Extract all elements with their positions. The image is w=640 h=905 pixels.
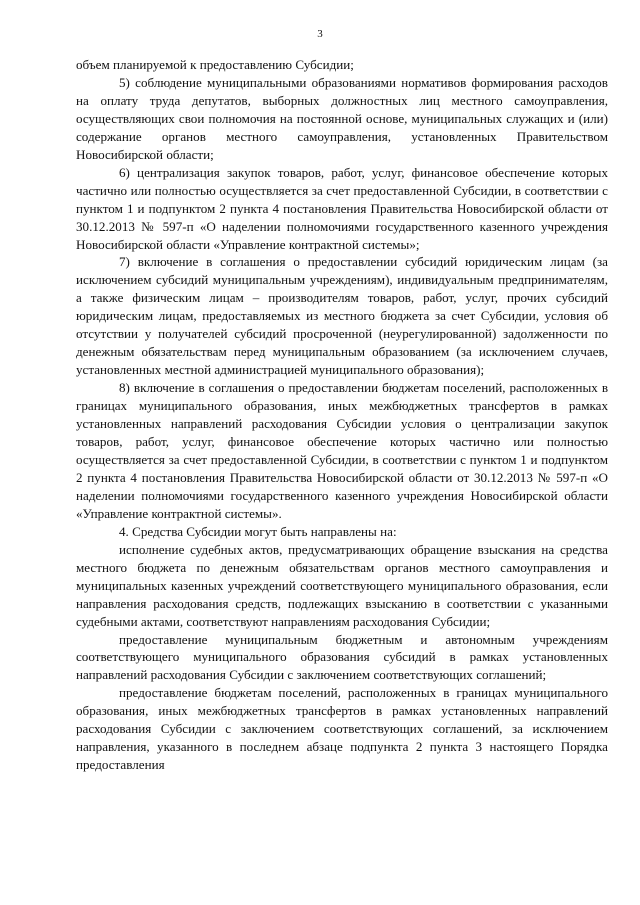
paragraph-continuation: объем планируемой к предоставлению Субсидии; bbox=[76, 57, 354, 72]
page-number: 3 bbox=[317, 28, 323, 40]
paragraph-item-7: 7) включение в соглашения о предоставлении субсидий юридическим лицам (за исключением субсидий муниципальным учреждениям), индивидуальным предпринимателям, а также физическим лицам – производителям товаров, работ, услуг, прочих субсидий юридическим лицам, предоставляемых из местного бюджета за счет Субсидии, условия об отсутствии у получателей субсидий просроченной (неурегулированной) задолженности по денежным обязательствам перед муниципальным образованием (за исключением случаев, установленных местной администрацией муниципального образования); bbox=[76, 254, 608, 378]
paragraph-item-8: 8) включение в соглашения о предоставлении бюджетам поселений, расположенных в границах муниципального образования, иных межбюджетных трансфертов в рамках установленных направлений расходования Субсидии условия о централизации закупок товаров, работ, услуг, финансовое обеспечение которых частично или полностью осуществляется за счет предоставленной Субсидии, в соответствии с пунктом 1 и подпунктом 2 пункта 4 постановления Правительства Новосибирской области от 30.12.2013 № 597-п «О наделении полномочиями государственного казенного учреждения Новосибирской области «Управление контрактной системы». bbox=[76, 380, 608, 521]
document-body bbox=[76, 56, 608, 774]
paragraph-item-6: 6) централизация закупок товаров, работ, услуг, финансовое обеспечение которых частично или полностью осуществляется за счет предоставленной Субсидии, в соответствии с пунктом 1 и подпунктом 2 пункта 4 постановления Правительства Новосибирской области от 30.12.2013 № 597-п «О наделении полномочиями государственного казенного учреждения Новосибирской области «Управление контрактной системы»; bbox=[76, 164, 608, 252]
paragraph-section-4: 4. Средства Субсидии могут быть направлены на: bbox=[119, 523, 397, 539]
paragraph-interbudget-transfers: предоставление бюджетам поселений, расположенных в границах муниципального образования, иных межбюджетных трансфертов в рамках установленных направлений расходования Субсидии с заключением соответствующих соглашений, за исключением направления, указанного в последнем абзаце подпункта 2 пункта 3 настоящего Порядка предоставления bbox=[76, 685, 608, 773]
paragraph-court-acts: исполнение судебных актов, предусматривающих обращение взыскания на средства местного бюджета по денежным обязательствам органов местного самоуправления и муниципальных казенных учреждений соответствующего муниципального образования, если направления расходования средств, подлежащих взысканию в соответствии с указанными судебными актами, соответствуют направлениям расходования Субсидии; bbox=[76, 541, 608, 629]
paragraph-item-5: 5) соблюдение муниципальными образованиями нормативов формирования расходов на оплату труда депутатов, выборных должностных лиц местного самоуправления, осуществляющих свои полномочия на постоянной основе, муниципальных служащих и (или) содержание органов местного самоуправления, установленных Правительством Новосибирской области; bbox=[76, 74, 608, 162]
paragraph-institution-subsidies: предоставление муниципальным бюджетным и автономным учреждениям соответствующего муниципального образования субсидий в рамках установленных направлений расходования Субсидии с заключением соответствующих соглашений; bbox=[76, 631, 608, 683]
